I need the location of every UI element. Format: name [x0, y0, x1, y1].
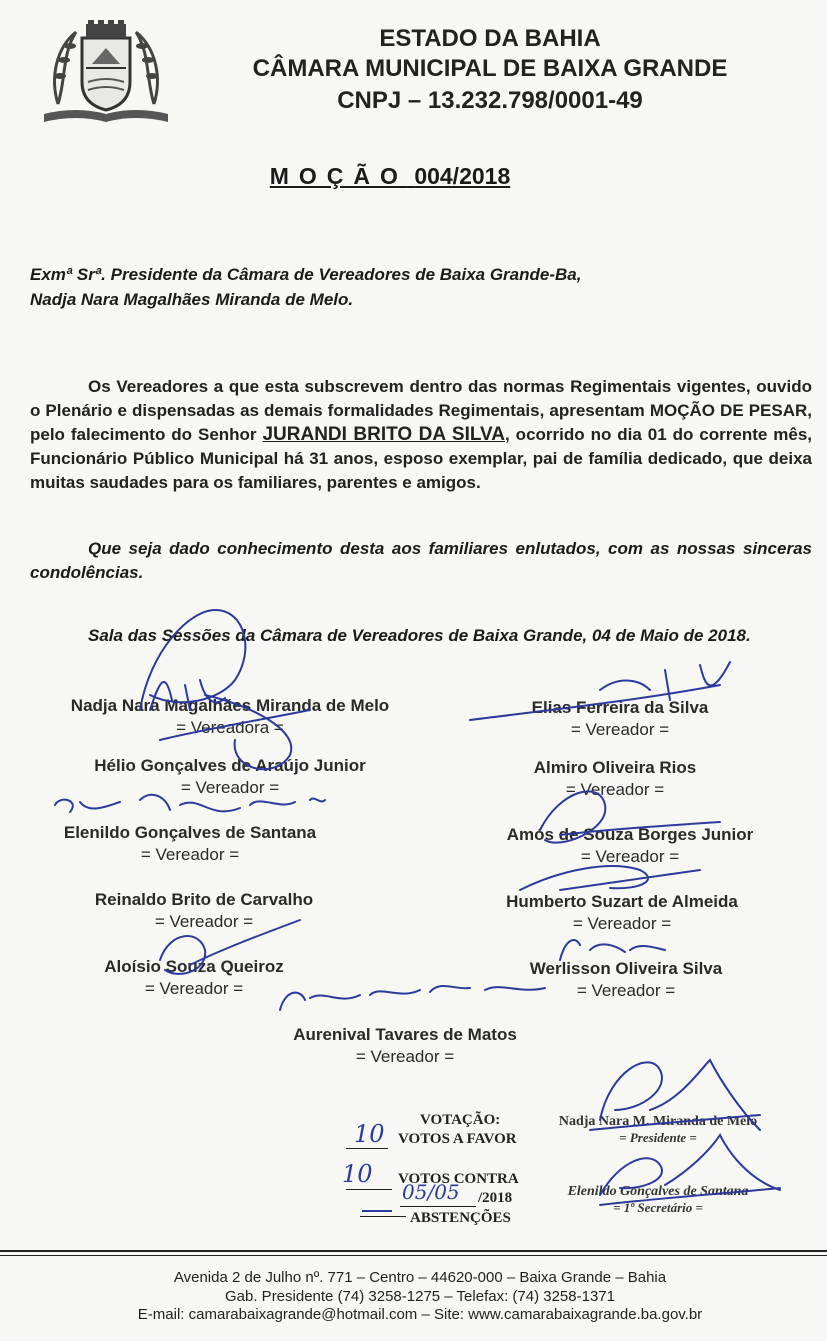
signature-humberto	[520, 866, 700, 890]
signature-werlisson	[560, 940, 665, 960]
signatory-right-2	[425, 757, 805, 801]
title-word: MOÇÃO	[269, 163, 408, 189]
footer-contact: E-mail: camarabaixagrande@hotmail.com – Site: www.camarabaixagrande.ba.gov.br	[137, 1306, 703, 1323]
signatory-role: = Vereador =	[572, 914, 672, 933]
signatory-name: Humberto Suzart de Almeida	[506, 892, 738, 911]
signatory-right-5	[436, 958, 816, 1002]
voting-title: VOTAÇÃO:	[420, 1112, 501, 1128]
votes-contra-value: 10	[342, 1160, 373, 1188]
session-date-handwritten: 05/05	[402, 1180, 460, 1204]
body-paragraph-2: Que seja dado conhecimento desta aos familiares enlutados, com as nossas sinceras condolências.	[30, 539, 812, 582]
addressee-line-1: Exmª Srª. Presidente da Câmara de Vereadores de Baixa Grande-Ba,	[30, 265, 582, 284]
abstain-line	[360, 1200, 406, 1217]
signatory-center	[205, 1024, 605, 1068]
president-name: Nadja Nara M. Miranda de Melo	[558, 1114, 758, 1129]
footer-phones: Gab. Presidente (74) 3258-1275 – Telefax: (74) 3258-1371	[225, 1288, 615, 1305]
signatory-right-3	[440, 824, 820, 868]
votes-favor-label: VOTOS A FAVOR	[398, 1131, 517, 1147]
signatory-name: Elias Ferreira da Silva	[531, 698, 709, 717]
signatory-left-4	[14, 889, 394, 933]
secretary-name: Elenildo Gonçalves de Santana	[567, 1184, 749, 1199]
footer-address: Avenida 2 de Julho nº. 771 – Centro – 44620-000 – Baixa Grande – Bahia	[173, 1269, 667, 1286]
signatory-role: = Vereador =	[140, 845, 240, 864]
signatory-right-4	[432, 891, 812, 935]
session-date-line	[400, 1192, 476, 1207]
secretary-role: = 1º Secretário =	[613, 1200, 703, 1215]
signatory-name: Hélio Gonçalves de Araújo Junior	[94, 756, 366, 775]
votes-contra-label: VOTOS CONTRA	[398, 1171, 519, 1187]
signatory-role: = Vereadora =	[176, 718, 284, 737]
session-line: Sala das Sessões da Câmara de Vereadores de Baixa Grande, 04 de Maio de 2018.	[88, 626, 751, 645]
abstain-label: ABSTENÇÕES	[410, 1210, 511, 1226]
secretary-block	[548, 1184, 768, 1217]
signatory-role: = Vereador =	[570, 720, 670, 739]
header-cnpj: CNPJ – 13.232.798/0001-49	[337, 87, 643, 114]
signatory-left-5	[4, 956, 384, 1000]
signatory-role: = Vereador =	[580, 847, 680, 866]
body-paragraph-1	[30, 375, 812, 495]
title-number: 004/2018	[414, 163, 511, 189]
signatory-role: = Vereador =	[180, 778, 280, 797]
president-block	[548, 1114, 768, 1147]
signatory-name: Elenildo Gonçalves de Santana	[63, 823, 317, 842]
signatory-name: Aloísio Souza Queiroz	[104, 957, 284, 976]
signatory-role: = Vereador =	[154, 912, 254, 931]
addressee	[30, 262, 810, 312]
deceased-name: JURANDI BRITO DA SILVA	[262, 424, 506, 445]
signatory-name: Aurenival Tavares de Matos	[293, 1025, 517, 1044]
signatory-role: = Vereador =	[355, 1047, 455, 1066]
session-date-suffix: /2018	[478, 1190, 513, 1206]
signatory-left-1	[40, 695, 420, 739]
signatory-role: = Vereador =	[565, 780, 665, 799]
header-state: ESTADO DA BAHIA	[379, 25, 601, 52]
signatory-name: Nadja Nara Magalhães Miranda de Melo	[70, 696, 390, 715]
paragraph-1-text-before: Os Vereadores a que esta subscrevem dentro das normas Regimentais vigentes, ouvido o Plenário e dispensadas as demais formalidades Regimentais, apresentam MOÇÃO DE PESAR, pelo falecimento do Senhor	[30, 377, 812, 444]
header-chamber: CÂMARA MUNICIPAL DE BAIXA GRANDE	[252, 55, 728, 82]
signatory-name: Werlisson Oliveira Silva	[529, 959, 723, 978]
signatory-role: = Vereador =	[144, 979, 244, 998]
signatory-name: Reinaldo Brito de Carvalho	[94, 890, 314, 909]
abstain-dash	[362, 1210, 392, 1212]
signatory-left-3	[0, 822, 380, 866]
signatory-name: Amós de Souza Borges Junior	[506, 825, 754, 844]
paragraph-1-text-after: , ocorrido no dia 01 do corrente mês, Funcionário Público Municipal há 31 anos, esposo exemplar, pai de família dedicado, que deixa muitas saudades para os familiares, parentes e amigos.	[30, 425, 813, 492]
president-role: = Presidente =	[619, 1130, 697, 1145]
addressee-line-2: Nadja Nara Magalhães Miranda de Melo.	[30, 290, 354, 309]
coat-of-arms-logo	[36, 18, 176, 126]
signatory-name: Almiro Oliveira Rios	[533, 758, 697, 777]
document-title	[240, 163, 540, 190]
footer-rule-thin	[0, 1255, 827, 1256]
footer-rule-thick	[0, 1250, 827, 1252]
signatory-left-2	[40, 755, 420, 799]
signatory-right-1	[430, 697, 810, 741]
signatory-role: = Vereador =	[576, 981, 676, 1000]
votes-favor-value: 10	[354, 1120, 385, 1148]
